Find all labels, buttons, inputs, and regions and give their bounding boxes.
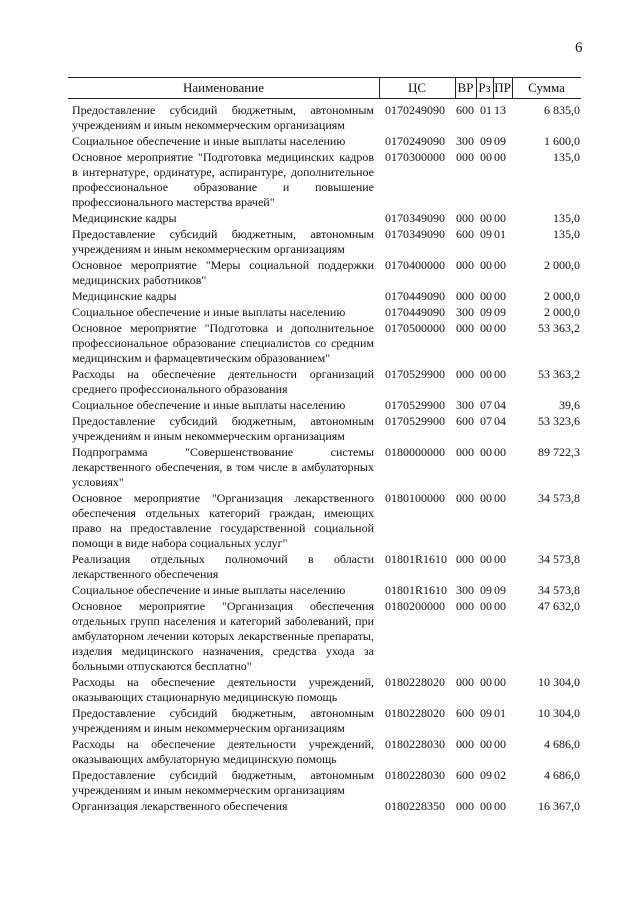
row-rz-code: 00 [480,737,492,751]
row-name: Расходы на обеспечение деятельности организаций среднего профессионального образования [72,367,374,396]
row-vr-code: 000 [456,211,474,225]
row-name: Социальное обеспечение и иные выплаты населению [72,583,346,597]
row-name: Социальное обеспечение и иные выплаты населению [72,305,346,319]
header-rz: Рз [478,80,491,95]
row-cs-code: 0170529900 [385,414,445,428]
row-rz-code: 09 [480,768,492,782]
table-row [72,305,580,320]
row-vr-code: 600 [456,227,474,241]
header-cs: ЦС [407,80,427,95]
row-sum: 47 632,0 [538,599,580,613]
row-rz-code: 00 [480,799,492,813]
row-vr-code: 600 [456,103,474,117]
row-sum: 39,6 [559,398,580,412]
row-rz-code: 07 [480,398,492,412]
row-sum: 34 573,8 [538,552,580,566]
table-row [72,599,580,674]
row-rz-code: 09 [480,305,492,319]
row-rz-code: 00 [480,150,492,164]
row-name: Основное мероприятие "Подготовка медицинских кадров в интернатуре, ординатуре, аспирантуре, дополнительное профессиональное образование и повышение профессионального мастерства врачей" [72,150,374,209]
row-vr-code: 000 [456,258,474,272]
row-sum: 4 686,0 [544,768,580,782]
row-cs-code: 0180228030 [385,768,445,782]
row-cs-code: 0170249090 [385,103,445,117]
row-cs-code: 0170529900 [385,367,445,381]
row-pr-code: 09 [494,583,506,597]
row-name: Предоставление субсидий бюджетным, автономным учреждениям и иным некоммерческим организациям [72,706,374,735]
row-name: Расходы на обеспечение деятельности учреждений, оказывающих амбулаторную медицинскую помощь [72,737,374,766]
row-sum: 53 323,6 [538,414,580,428]
row-vr-code: 000 [456,367,474,381]
row-rz-code: 07 [480,414,492,428]
row-name: Социальное обеспечение и иные выплаты населению [72,134,346,148]
row-rz-code: 00 [480,258,492,272]
row-pr-code: 00 [494,211,506,225]
row-name: Предоставление субсидий бюджетным, автономным учреждениям и иным некоммерческим организациям [72,414,374,443]
row-pr-code: 00 [494,289,506,303]
row-pr-code: 04 [494,414,506,428]
row-sum: 10 304,0 [538,706,580,720]
row-sum: 53 363,2 [538,321,580,335]
row-vr-code: 000 [456,599,474,613]
row-sum: 34 573,8 [538,491,580,505]
row-rz-code: 00 [480,491,492,505]
row-cs-code: 0170349090 [385,227,445,241]
row-name: Организация лекарственного обеспечения [72,799,288,813]
row-vr-code: 600 [456,706,474,720]
row-pr-code: 09 [494,134,506,148]
row-sum: 53 363,2 [538,367,580,381]
row-vr-code: 300 [456,134,474,148]
row-cs-code: 0170300000 [385,150,445,164]
row-vr-code: 300 [456,398,474,412]
row-cs-code: 0170500000 [385,321,445,335]
table-row [72,134,580,149]
header-sum: Сумма [528,80,565,95]
row-sum: 4 686,0 [544,737,580,751]
table-row [72,150,580,210]
row-name: Основное мероприятие "Организация лекарственного обеспечения отдельных категорий граждан, имеющих право на предоставление государственной социальной помощи в виде набора социальных услуг" [72,491,374,550]
row-cs-code: 0170400000 [385,258,445,272]
row-pr-code: 01 [494,227,506,241]
row-cs-code: 01801R1610 [385,552,448,566]
table-row [72,675,580,705]
row-rz-code: 00 [480,289,492,303]
row-pr-code: 00 [494,321,506,335]
row-vr-code: 000 [456,737,474,751]
table-row [72,799,580,814]
row-vr-code: 000 [456,552,474,566]
row-vr-code: 600 [456,768,474,782]
row-name: Основное мероприятие "Подготовка и дополнительное профессиональное образование специалистов со средним медицинским и фармацевтическим образованием" [72,321,374,365]
row-cs-code: 0180228020 [385,706,445,720]
row-pr-code: 00 [494,737,506,751]
header-pr: ПР [494,80,511,95]
row-sum: 2 000,0 [544,289,580,303]
page-number: 6 [575,40,583,56]
table-row [72,552,580,582]
table-header [68,77,581,99]
table-row [72,227,580,257]
row-pr-code: 02 [494,768,506,782]
row-rz-code: 09 [480,134,492,148]
row-name: Медицинские кадры [72,211,177,225]
row-name: Реализация отдельных полномочий в области лекарственного обеспечения [72,552,374,581]
row-cs-code: 0180000000 [385,445,445,459]
row-pr-code: 00 [494,367,506,381]
row-vr-code: 000 [456,445,474,459]
table-row [72,211,580,226]
table-row [72,258,580,288]
row-name: Предоставление субсидий бюджетным, автономным учреждениям и иным некоммерческим организациям [72,103,374,132]
row-sum: 135,0 [553,150,580,164]
row-name: Медицинские кадры [72,289,177,303]
row-pr-code: 00 [494,258,506,272]
row-sum: 135,0 [553,211,580,225]
row-pr-code: 04 [494,398,506,412]
row-sum: 10 304,0 [538,675,580,689]
row-rz-code: 09 [480,706,492,720]
table-body [72,103,580,814]
row-pr-code: 00 [494,491,506,505]
row-pr-code: 00 [494,599,506,613]
row-vr-code: 600 [456,414,474,428]
row-rz-code: 09 [480,583,492,597]
table-row [72,367,580,397]
row-sum: 1 600,0 [544,134,580,148]
row-pr-code: 00 [494,445,506,459]
row-name: Предоставление субсидий бюджетным, автономным учреждениям и иным некоммерческим организациям [72,227,374,256]
table-row [72,583,580,598]
row-name: Подпрограмма "Совершенствование системы лекарственного обеспечения, в том числе в амбулаторных условиях" [72,445,374,489]
table-row [72,103,580,133]
row-sum: 89 722,3 [538,445,580,459]
row-pr-code: 00 [494,675,506,689]
row-pr-code: 00 [494,150,506,164]
row-cs-code: 0170449090 [385,289,445,303]
table-row [72,398,580,413]
row-pr-code: 09 [494,305,506,319]
table-row [72,706,580,736]
row-rz-code: 01 [480,103,492,117]
row-cs-code: 0180100000 [385,491,445,505]
row-cs-code: 01801R1610 [385,583,448,597]
row-rz-code: 09 [480,227,492,241]
row-sum: 2 000,0 [544,305,580,319]
row-name: Предоставление субсидий бюджетным, автономным учреждениям и иным некоммерческим организациям [72,768,374,797]
row-rz-code: 00 [480,599,492,613]
row-vr-code: 300 [456,583,474,597]
table-row [72,414,580,444]
row-sum: 2 000,0 [544,258,580,272]
header-name: Наименование [183,80,264,95]
row-vr-code: 000 [456,150,474,164]
row-rz-code: 00 [480,211,492,225]
row-name: Основное мероприятие "Организация обеспечения отдельных групп населения и категорий заболеваний, при амбулаторном лечении которых лекарственные препараты, изделия медицинского назначения, средства ухода за больными отпускаются бесплатно" [72,599,374,673]
row-vr-code: 000 [456,491,474,505]
row-sum: 16 367,0 [538,799,580,813]
table-row [72,445,580,490]
row-vr-code: 300 [456,305,474,319]
row-cs-code: 0180200000 [385,599,445,613]
row-vr-code: 000 [456,321,474,335]
row-sum: 34 573,8 [538,583,580,597]
row-cs-code: 0170249090 [385,134,445,148]
row-cs-code: 0180228020 [385,675,445,689]
table-row [72,491,580,551]
row-rz-code: 00 [480,552,492,566]
row-pr-code: 00 [494,552,506,566]
row-cs-code: 0170449090 [385,305,445,319]
row-pr-code: 01 [494,706,506,720]
table-row [72,289,580,304]
row-vr-code: 000 [456,289,474,303]
row-rz-code: 00 [480,321,492,335]
row-name: Расходы на обеспечение деятельности учреждений, оказывающих стационарную медицинскую помощь [72,675,374,704]
table-row [72,737,580,767]
row-cs-code: 0180228030 [385,737,445,751]
row-sum: 135,0 [553,227,580,241]
row-cs-code: 0170349090 [385,211,445,225]
table-row [72,321,580,366]
row-cs-code: 0170529900 [385,398,445,412]
row-vr-code: 000 [456,675,474,689]
table-row [72,768,580,798]
row-rz-code: 00 [480,445,492,459]
row-pr-code: 00 [494,799,506,813]
row-cs-code: 0180228350 [385,799,445,813]
header-vr: ВР [457,80,474,95]
row-name: Основное мероприятие "Меры социальной поддержки медицинских работников" [72,258,374,287]
row-sum: 6 835,0 [544,103,580,117]
row-name: Социальное обеспечение и иные выплаты населению [72,398,346,412]
row-pr-code: 13 [494,103,506,117]
row-rz-code: 00 [480,367,492,381]
row-rz-code: 00 [480,675,492,689]
row-vr-code: 000 [456,799,474,813]
